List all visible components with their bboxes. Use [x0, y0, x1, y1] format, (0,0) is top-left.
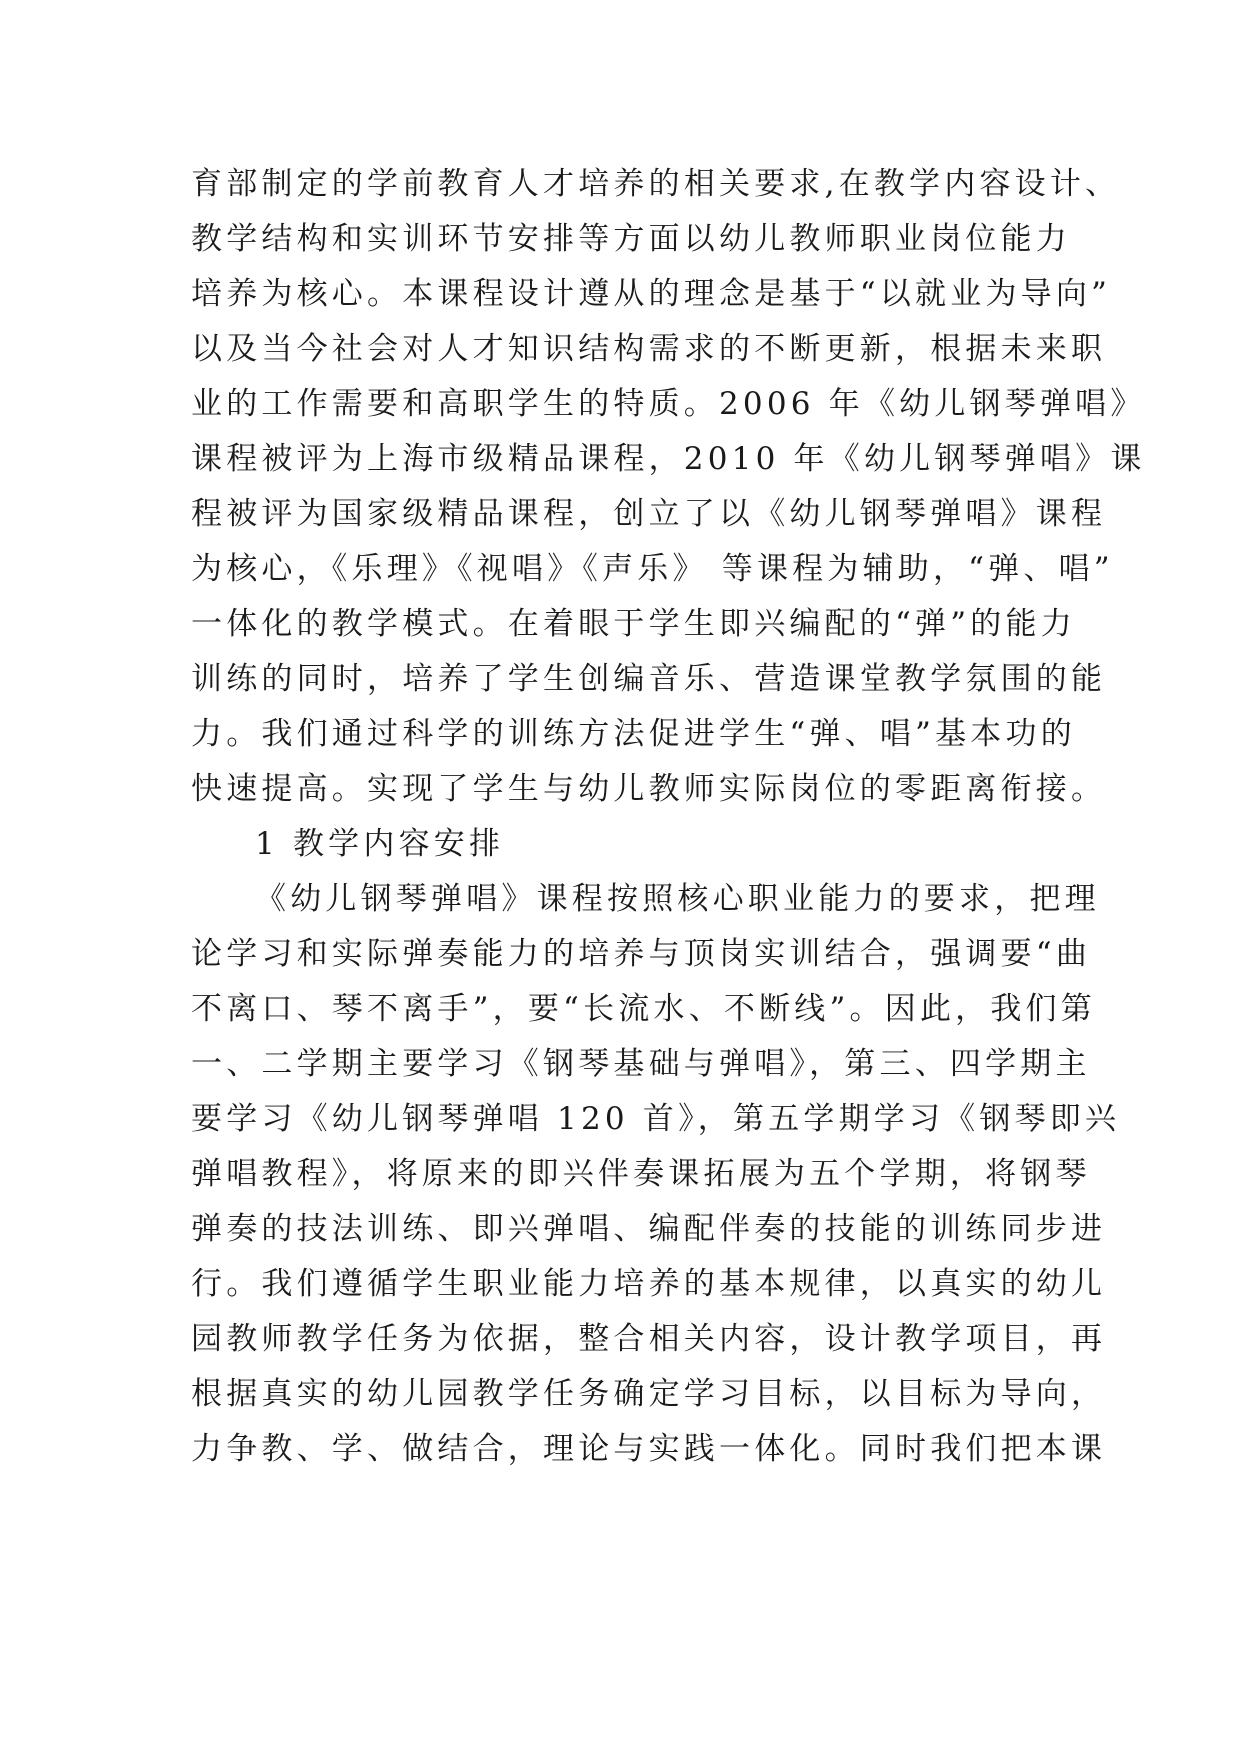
section-heading: 1 教学内容安排	[255, 826, 505, 862]
text-line: 一、二学期主要学习《钢琴基础与弹唱》，第三、四学期主	[191, 1046, 1091, 1082]
text-line: 课程被评为上海市级精品课程，2010 年《幼儿钢琴弹唱》课	[191, 441, 1146, 477]
text-line: 行。我们遵循学生职业能力培养的基本规律，以真实的幼儿	[191, 1266, 1107, 1302]
text-line: 训练的同时，培养了学生创编音乐、营造课堂教学氛围的能	[191, 661, 1107, 697]
text-line: 不离口、琴不离手”，要“长流水、不断线”。因此，我们第	[191, 991, 1096, 1027]
body-text	[191, 157, 1146, 1477]
text-line: 要学习《幼儿钢琴弹唱 120 首》，第五学期学习《钢琴即兴	[191, 1101, 1121, 1137]
text-line: 教学结构和实训环节安排等方面以幼儿教师职业岗位能力	[191, 221, 1071, 257]
text-line: 弹唱教程》，将原来的即兴伴奏课拓展为五个学期，将钢琴	[191, 1156, 1091, 1192]
text-line: 业的工作需要和高职学生的特质。2006 年《幼儿钢琴弹唱》	[191, 386, 1146, 422]
text-line: 力。我们通过科学的训练方法促进学生“弹、唱”基本功的	[191, 716, 1076, 752]
text-line: 培养为核心。本课程设计遵从的理念是基于“以就业为导向”	[191, 276, 1112, 312]
text-line: 以及当今社会对人才知识结构需求的不断更新，根据未来职	[191, 331, 1107, 367]
text-line: 一体化的教学模式。在着眼于学生即兴编配的“弹”的能力	[191, 606, 1076, 642]
text-line: 程被评为国家级精品课程，创立了以《幼儿钢琴弹唱》课程	[191, 496, 1107, 532]
text-line: 快速提高。实现了学生与幼儿教师实际岗位的零距离衔接。	[191, 771, 1107, 807]
text-line: 弹奏的技法训练、即兴弹唱、编配伴奏的技能的训练同步进	[191, 1211, 1107, 1247]
text-line: 育部制定的学前教育人才培养的相关要求,在教学内容设计、	[191, 166, 1121, 202]
text-line: 根据真实的幼儿园教学任务确定学习目标，以目标为导向，	[191, 1376, 1107, 1412]
text-line: 园教师教学任务为依据，整合相关内容，设计教学项目，再	[191, 1321, 1107, 1357]
text-line: 力争教、学、做结合，理论与实践一体化。同时我们把本课	[191, 1431, 1107, 1467]
text-line: 论学习和实际弹奏能力的培养与顶岗实训结合，强调要“曲	[191, 936, 1092, 972]
paragraph-first-line: 《幼儿钢琴弹唱》课程按照核心职业能力的要求，把理	[255, 881, 1100, 917]
text-line: 为核心，《乐理》《视唱》《声乐》 等课程为辅助，“弹、唱”	[191, 551, 1114, 587]
